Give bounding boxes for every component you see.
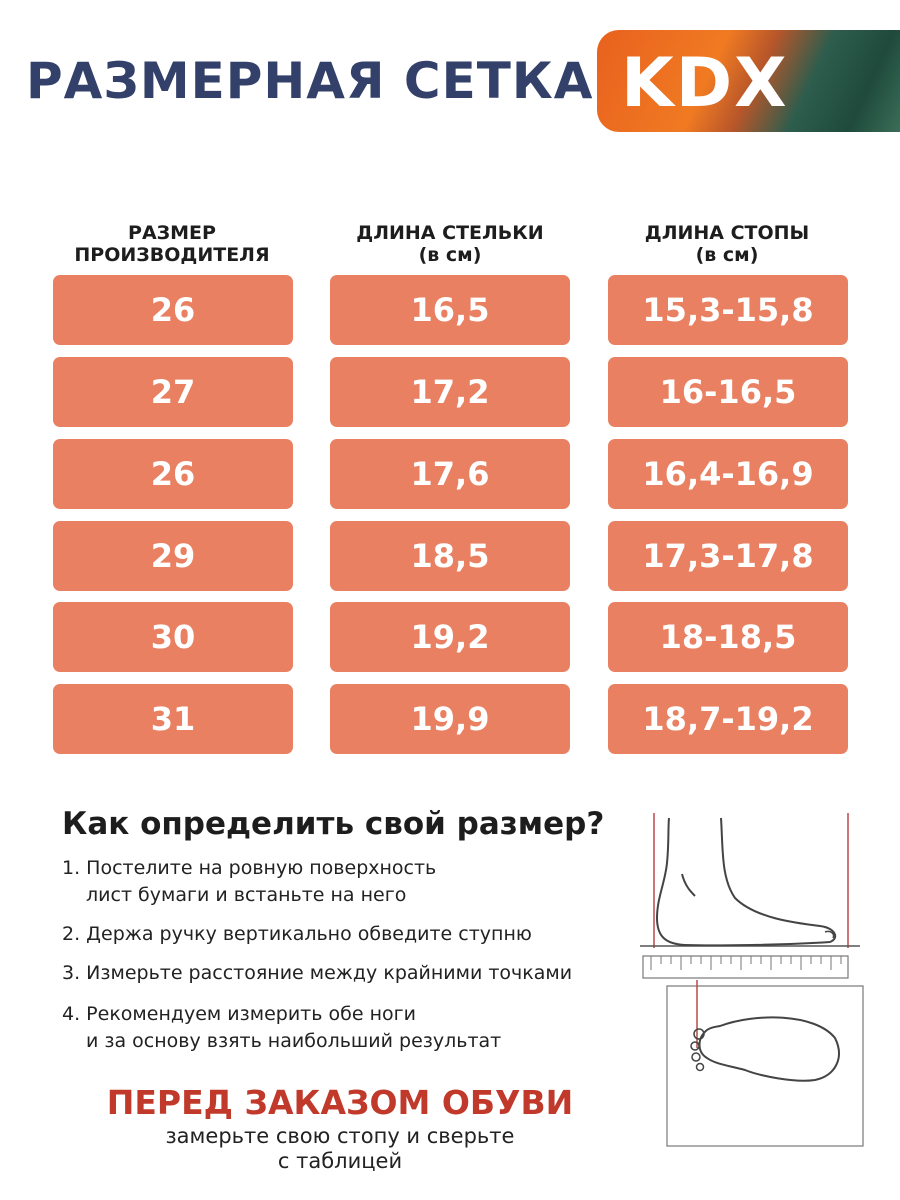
cell-insole: 19,9: [330, 684, 570, 754]
howto-title: Как определить свой размер?: [62, 806, 605, 842]
step-text-cont: лист бумаги и встаньте на него: [86, 884, 407, 906]
brand-logo: [597, 30, 900, 132]
cell-foot: 17,3-17,8: [608, 521, 848, 591]
howto-step-2: [62, 921, 532, 948]
cell-size: 30: [53, 602, 293, 672]
step-text: 1. Постелите на ровную поверхность: [62, 857, 437, 879]
brand-logo-text: KDX: [621, 44, 789, 123]
cell-foot: 18,7-19,2: [608, 684, 848, 754]
column-header-foot: ДЛИНА СТОПЫ (в см): [644, 222, 810, 266]
cell-insole: 16,5: [330, 275, 570, 345]
howto-step-4: [62, 1001, 501, 1055]
foot-side-icon: [640, 813, 860, 948]
column-header-insole: ДЛИНА СТЕЛЬКИ (в см): [356, 222, 544, 266]
cell-foot: 18-18,5: [608, 602, 848, 672]
ruler-icon: [643, 956, 848, 978]
step-text: 4. Рекомендуем измерить обе ноги: [62, 1003, 416, 1025]
cell-foot: 15,3-15,8: [608, 275, 848, 345]
howto-step-1: [62, 855, 436, 909]
cell-foot: 16-16,5: [608, 357, 848, 427]
cell-size: 29: [53, 521, 293, 591]
cell-insole: 17,6: [330, 439, 570, 509]
foot-print-icon: [667, 980, 863, 1146]
cell-foot: 16,4-16,9: [608, 439, 848, 509]
cell-insole: 19,2: [330, 602, 570, 672]
cell-size: 27: [53, 357, 293, 427]
cell-size: 26: [53, 275, 293, 345]
step-text-cont: и за основу взять наибольший результат: [86, 1030, 502, 1052]
howto-step-3: [62, 960, 572, 987]
warning-subtitle: замерьте свою стопу и сверьте с таблицей: [165, 1124, 515, 1173]
foot-measure-illustration: [635, 808, 865, 1148]
column-header-size: РАЗМЕР ПРОИЗВОДИТЕЛЯ: [74, 222, 270, 266]
cell-insole: 18,5: [330, 521, 570, 591]
warning-title: ПЕРЕД ЗАКАЗОМ ОБУВИ: [106, 1083, 574, 1122]
cell-size: 31: [53, 684, 293, 754]
cell-insole: 17,2: [330, 357, 570, 427]
cell-size: 26: [53, 439, 293, 509]
page-title: РАЗМЕРНАЯ СЕТКА: [26, 52, 594, 110]
step-text: 3. Измерьте расстояние между крайними точками: [62, 962, 573, 984]
step-text: 2. Держа ручку вертикально обведите ступню: [62, 923, 532, 945]
